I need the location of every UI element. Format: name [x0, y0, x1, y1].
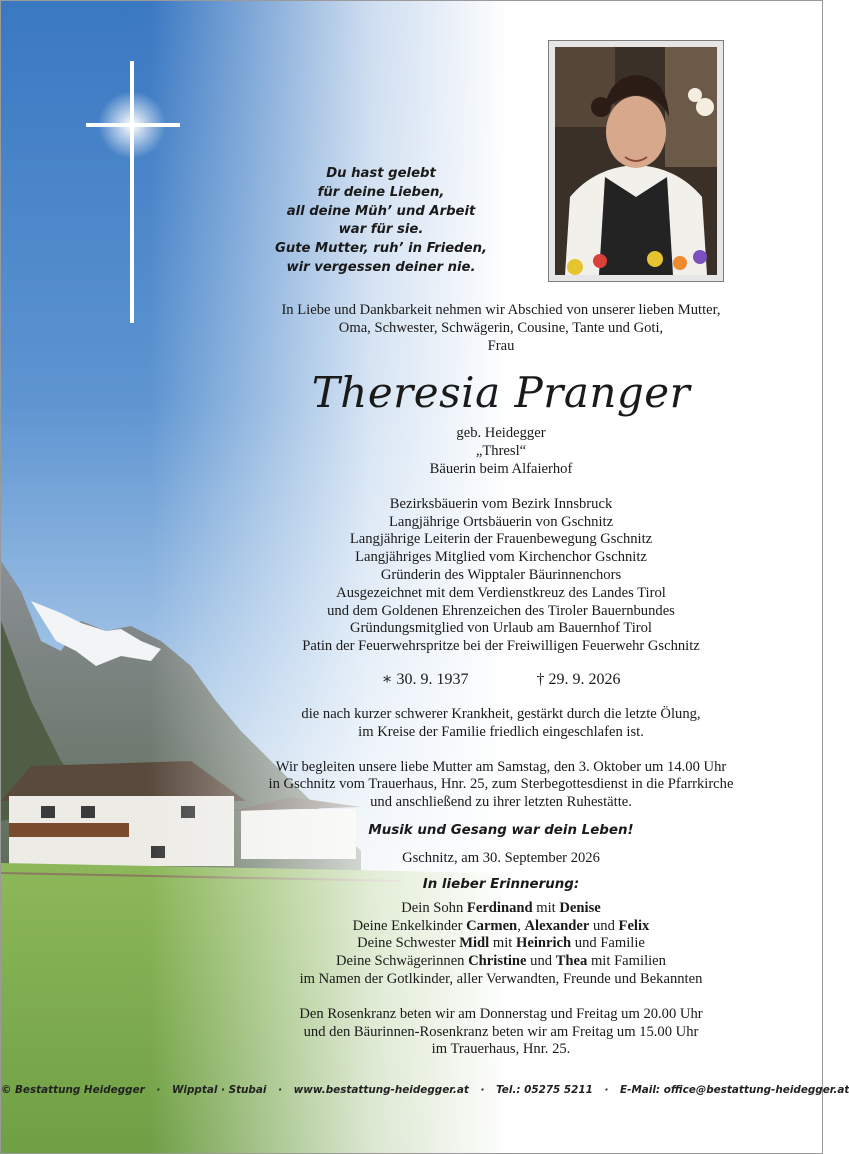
intro-line: Oma, Schwester, Schwägerin, Cousine, Tante und Goti, [338, 319, 664, 336]
detail-line: Bäuerin beim Alfaierhof [429, 460, 573, 477]
funeral-line: in Gschnitz vom Trauerhaus, Hnr. 25, zum Sterbegottesdienst in die Pfarrkirche [268, 776, 734, 793]
funeral-line: und anschließend zu ihrer letzten Ruhestätte. [370, 794, 632, 811]
detail-line: geb. Heidegger [456, 425, 546, 442]
honor-line: Ausgezeichnet mit dem Verdienstkreuz des Landes Tirol [336, 584, 666, 601]
footer-email-link[interactable]: E-Mail: office@bestattung-heidegger.at [620, 1084, 849, 1096]
honor-line: Langjährige Leiterin der Frauenbewegung Gschnitz [349, 531, 653, 548]
honor-line: Bezirksbäuerin vom Bezirk Innsbruck [389, 495, 613, 512]
passing-line: die nach kurzer schwerer Krankheit, gestärkt durch die letzte Ölung, [301, 705, 701, 722]
passing-line: im Kreise der Familie friedlich eingeschlafen ist. [358, 723, 644, 740]
life-dates [181, 670, 821, 690]
portrait-photo [548, 40, 724, 282]
honor-line: Patin der Feuerwehrspritze bei der Freiwilligen Feuerwehr Gschnitz [302, 638, 700, 655]
honor-line: und dem Goldenen Ehrenzeichen des Tiroler Bauernbundes [327, 602, 675, 619]
honor-line: Langjähriges Mitglied vom Kirchenchor Gschnitz [355, 549, 647, 566]
poem-line: Gute Mutter, ruh’ in Frieden, [275, 241, 487, 257]
honor-line: Gründerin des Wipptaler Bäurinnenchors [380, 566, 622, 583]
asterisk-icon: ∗ [381, 670, 393, 688]
footer-company: © Bestattung Heidegger [1, 1084, 145, 1096]
mourner-son: Dein Sohn Ferdinand mit Denise [401, 899, 601, 916]
rosary-line: im Trauerhaus, Hnr. 25. [431, 1041, 571, 1058]
mourner-sisters-in-law: Deine Schwägerinnen Christine und Thea mit Familien [336, 953, 666, 970]
footer-separator: · [156, 1084, 161, 1096]
poem-line: wir vergessen deiner nie. [286, 259, 476, 275]
footer [1, 1084, 849, 1096]
obituary-text [181, 302, 821, 1059]
dagger-icon: † [536, 670, 545, 688]
honor-line: Langjährige Ortsbäuerin von Gschnitz [388, 513, 614, 530]
poem-line: für deine Lieben, [317, 184, 445, 200]
birth-date: 30. 9. 1937 [396, 670, 469, 688]
footer-web-link[interactable]: www.bestattung-heidegger.at [293, 1084, 469, 1096]
poem [256, 165, 506, 278]
place-date: Gschnitz, am 30. September 2026 [402, 849, 600, 866]
footer-separator: · [278, 1084, 283, 1096]
memory-heading: In lieber Erinnerung: [422, 876, 580, 892]
mourner-grandchildren: Deine Enkelkinder Carmen, Alexander und Felix [352, 917, 650, 934]
motto: Musik und Gesang war dein Leben! [368, 822, 634, 838]
poem-line: Du hast gelebt [326, 166, 436, 181]
rosary-line: Den Rosenkranz beten wir am Donnerstag und Freitag um 20.00 Uhr [299, 1005, 703, 1022]
funeral-line: Wir begleiten unsere liebe Mutter am Samstag, den 3. Oktober um 14.00 Uhr [275, 758, 727, 775]
footer-separator: · [604, 1084, 609, 1096]
intro-line: Frau [487, 337, 515, 354]
footer-separator: · [480, 1084, 485, 1096]
poem-line: war für sie. [338, 222, 424, 238]
footer-phone: Tel.: 05275 5211 [496, 1084, 593, 1096]
deceased-name: Theresia Pranger [311, 368, 691, 418]
mourner-others: im Namen der Gotlkinder, aller Verwandten, Freunde und Bekannten [299, 970, 703, 987]
death-date: 29. 9. 2026 [548, 670, 621, 688]
detail-line: „Thresl“ [475, 443, 527, 460]
mourner-sister: Deine Schwester Midl mit Heinrich und Familie [357, 935, 645, 952]
intro-line: In Liebe und Dankbarkeit nehmen wir Abschied von unserer lieben Mutter, [281, 302, 721, 318]
footer-region: Wipptal · Stubai [171, 1084, 267, 1096]
rosary-line: und den Bäurinnen-Rosenkranz beten wir am Freitag um 15.00 Uhr [303, 1023, 699, 1040]
poem-line: all deine Müh’ und Arbeit [286, 203, 476, 219]
honor-line: Gründungsmitglied von Urlaub am Bauernhof Tirol [350, 620, 652, 637]
